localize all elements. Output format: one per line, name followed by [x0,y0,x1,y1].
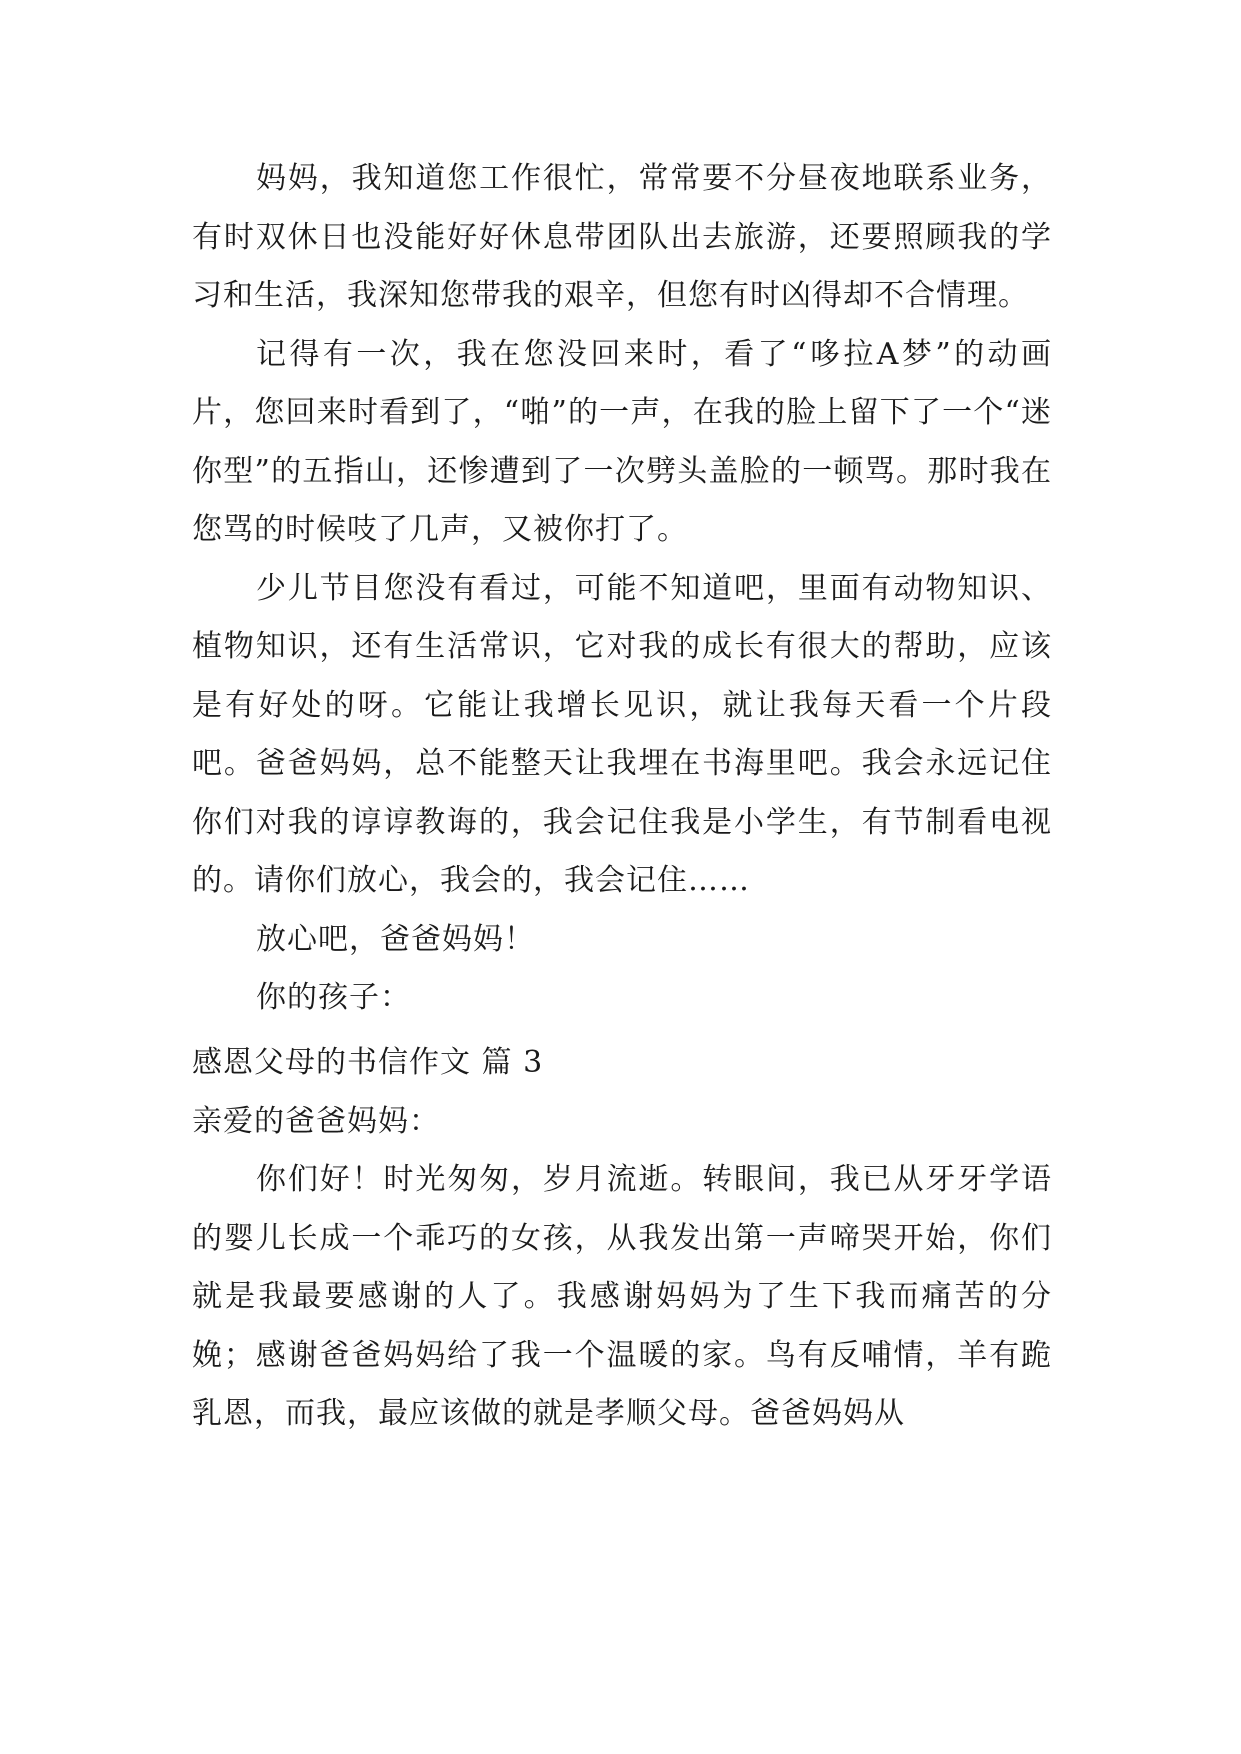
section-title: 感恩父母的书信作文 篇 3 [192,1045,544,1080]
salutation: 亲爱的爸爸妈妈： [192,1103,440,1139]
paragraph-reassure: 放心吧，爸爸妈妈！ [256,921,535,957]
paragraph-gratitude: 你们好！时光匆匆，岁月流逝。转眼间，我已从牙牙学语的婴儿长成一个乖巧的女孩，从我发出第一声啼哭开始，你们就是我最要感谢的人了。我感谢妈妈为了生下我而痛苦的分娩；感谢爸爸妈妈给了我一个温暖的家。鸟有反哺情，羊有跪乳恩，而我，最应该做的就是孝顺父母。爸爸妈妈从 [192,1162,1052,1431]
paragraph-mom-busy: 妈妈，我知道您工作很忙，常常要不分昼夜地联系业务，有时双休日也没能好好休息带团队出去旅游，还要照顾我的学习和生活，我深知您带我的艰辛，但您有时凶得却不合情理。 [192,161,1052,313]
paragraph-signature: 你的孩子： [256,980,411,1015]
letter-body-part1 [192,150,1052,1028]
section-3 [192,1034,1052,1444]
paragraph-kids-programs: 少儿节目您没有看过，可能不知道吧，里面有动物知识、植物知识，还有生活常识，它对我的成长有很大的帮助，应该是有好处的呀。它能让我增长见识，就让我每天看一个片段吧。爸爸妈妈，总不能整天让我埋在书海里吧。我会永远记住你们对我的谆谆教诲的，我会记住我是小学生，有节制看电视的。请你们放心，我会的，我会记住…… [192,570,1052,898]
paragraph-cartoon-incident: 记得有一次，我在您没回来时，看了“哆拉A梦”的动画片，您回来时看到了，“啪”的一声，在我的脸上留下了一个“迷你型”的五指山，还惨遭到了一次劈头盖脸的一顿骂。那时我在您骂的时候吱了几声，又被你打了。 [192,336,1052,547]
